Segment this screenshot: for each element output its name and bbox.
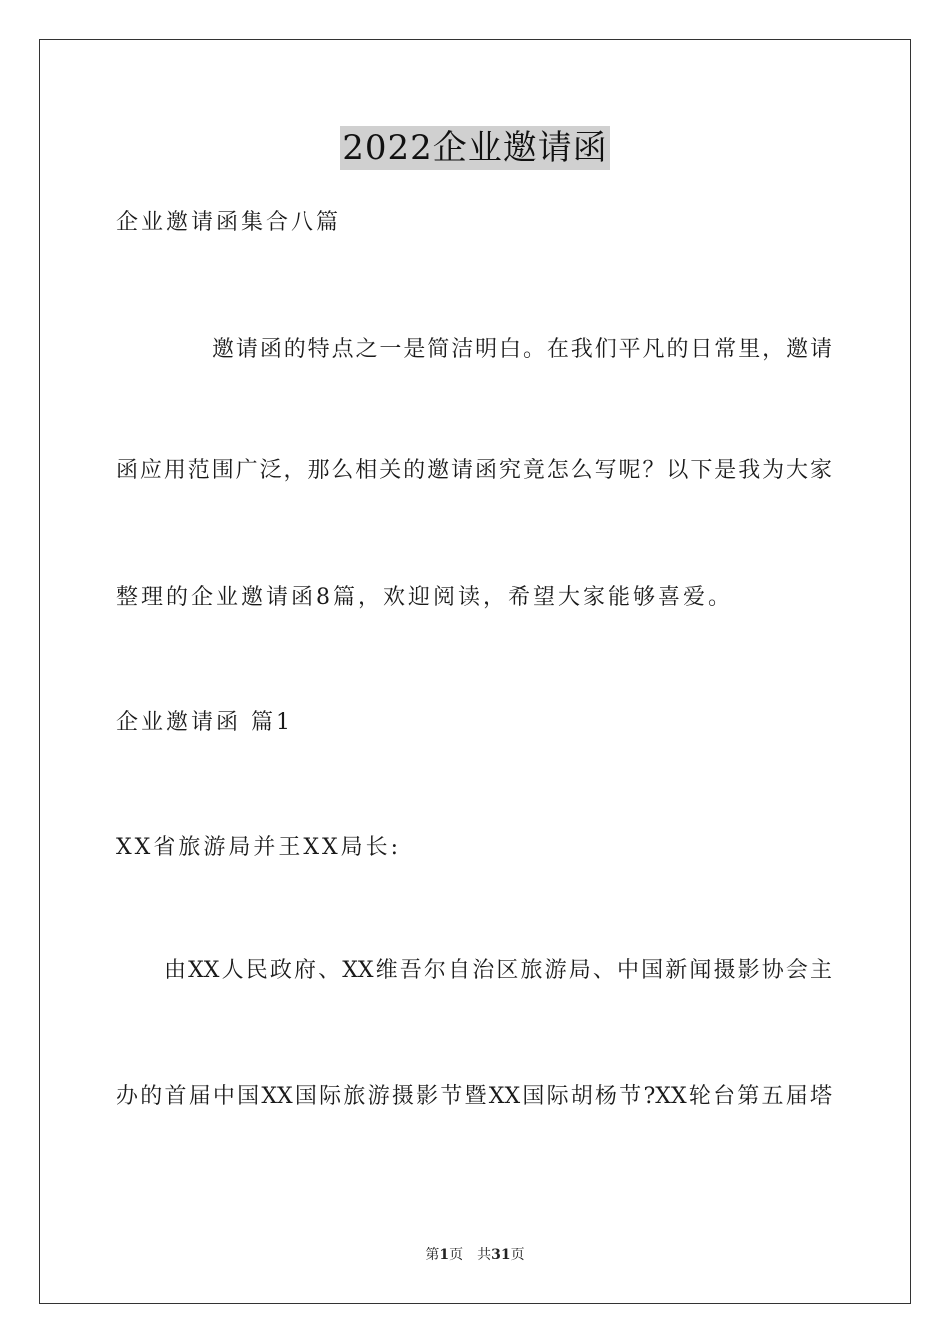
footer-page-mid: 页 (449, 1247, 464, 1263)
title-container (0, 126, 950, 170)
paragraph-line: 整理的企业邀请函8篇，欢迎阅读，希望大家能够喜爱。 (116, 585, 733, 610)
footer-page-total: 31 (491, 1247, 511, 1263)
document-title: 2022企业邀请函 (342, 128, 608, 168)
paragraph-line: 邀请函的特点之一是简洁明白。在我们平凡的日常里，邀请 (212, 337, 832, 362)
paragraph-line: 函应用范围广泛，那么相关的邀请函究竟怎么写呢？以下是我为大家 (116, 458, 832, 483)
footer-total-suffix: 页 (510, 1247, 525, 1263)
paragraph-line: 由XX人民政府、XX维吾尔自治区旅游局、中国新闻摄影协会主 (164, 958, 832, 983)
footer-page-current: 1 (439, 1247, 450, 1263)
footer-page-prefix: 第 (425, 1247, 440, 1263)
section-heading: 企业邀请函 篇1 (116, 710, 293, 735)
document-subtitle: 企业邀请函集合八篇 (116, 210, 342, 235)
footer-total-prefix: 共 (477, 1247, 492, 1263)
salutation: XX省旅游局并王XX局长: (116, 835, 402, 860)
page-footer (0, 1246, 950, 1264)
paragraph-line: 办的首届中国XX国际旅游摄影节暨XX国际胡杨节?XX轮台第五届塔 (116, 1084, 832, 1109)
